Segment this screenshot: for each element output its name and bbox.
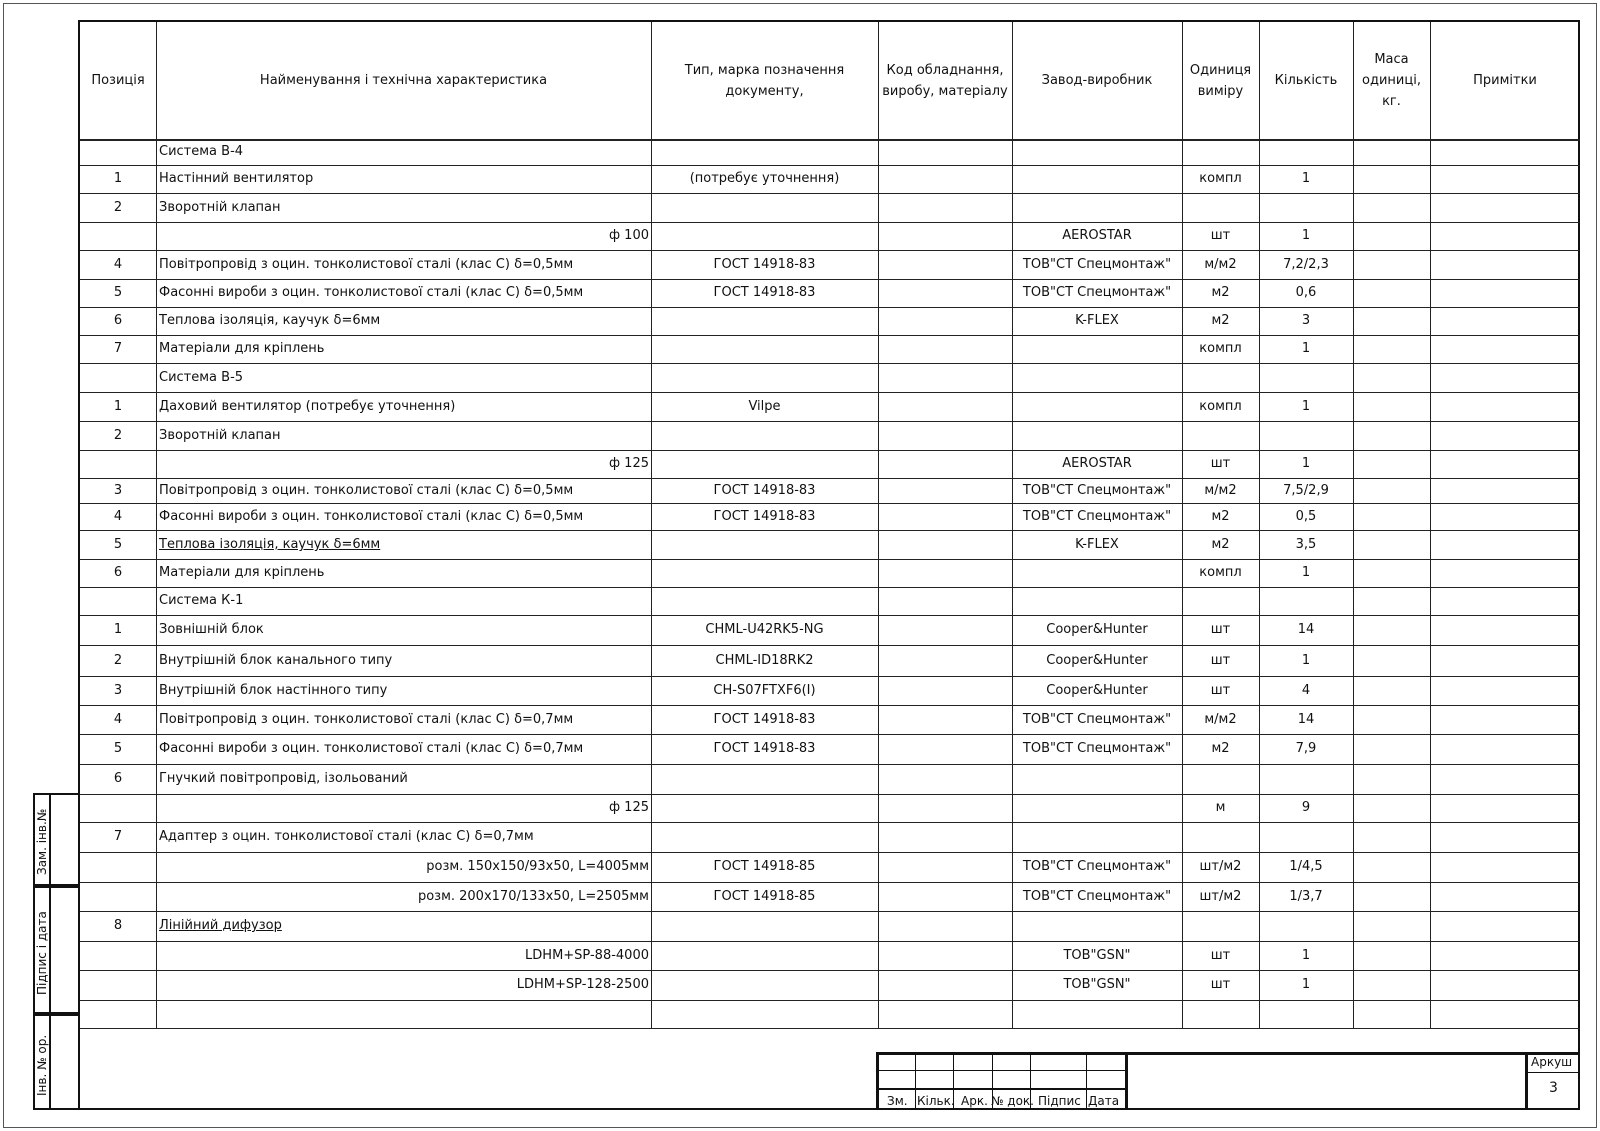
tb-zm: Зм. [887, 1094, 908, 1108]
cell-name: Зворотній клапан [159, 428, 281, 443]
cell-qty: 14 [1297, 622, 1315, 637]
cell-qty: 1 [1301, 171, 1311, 186]
cell-name: Гнучкий повітропровід, ізольований [159, 771, 408, 786]
cell-qty: 1 [1301, 228, 1311, 243]
column-divider [878, 22, 879, 1028]
cell-unit: м2 [1211, 285, 1230, 300]
cell-name: ф 100 [608, 228, 649, 243]
cell-name: Фасонні вироби з оцин. тонколистової сталі (клас С) δ=0,7мм [159, 741, 584, 756]
cell-unit: компл [1199, 341, 1242, 356]
cell-pos: 3 [113, 483, 123, 498]
cell-type: (потребує уточнення) [689, 171, 840, 186]
cell-unit: м2 [1211, 509, 1230, 524]
cell-unit: компл [1199, 171, 1242, 186]
cell-pos: 2 [113, 653, 123, 668]
header-type: Тип, марка позначення документу, [684, 62, 845, 99]
cell-name: Повітропровід з оцин. тонколистової сталі (клас С) δ=0,7мм [159, 712, 574, 727]
specification-frame [78, 20, 1580, 1110]
cell-qty: 1 [1301, 977, 1311, 992]
cell-type: ГОСТ 14918-83 [713, 712, 816, 727]
cell-unit: шт [1210, 948, 1231, 963]
cell-name: Матеріали для кріплень [159, 341, 325, 356]
header-code: Код обладнання, виробу, матеріалу [882, 62, 1008, 99]
cell-pos: 4 [113, 257, 123, 272]
cell-maker: K-FLEX [1075, 313, 1119, 328]
header-note: Примітки [1473, 73, 1537, 88]
cell-name: Настінний вентилятор [159, 171, 314, 186]
tb-pidpys: Підпис [1038, 1094, 1081, 1108]
cell-qty: 1/3,7 [1289, 889, 1323, 904]
cell-qty: 1/4,5 [1289, 859, 1323, 874]
header-maker: Завод-виробник [1041, 73, 1153, 88]
cell-qty: 0,5 [1295, 509, 1317, 524]
cell-name: Внутрішній блок настінного типу [159, 683, 388, 698]
cell-qty: 3,5 [1295, 537, 1317, 552]
cell-pos: 4 [113, 509, 123, 524]
cell-maker: Cooper&Hunter [1046, 653, 1148, 668]
column-divider [1353, 22, 1354, 1028]
cell-maker: ТОВ"СТ Спецмонтаж" [1022, 859, 1172, 874]
cell-pos: 1 [113, 622, 123, 637]
cell-pos: 8 [113, 918, 123, 933]
cell-unit: м/м2 [1204, 483, 1237, 498]
cell-qty: 14 [1297, 712, 1315, 727]
cell-maker: Cooper&Hunter [1046, 683, 1148, 698]
side-label-signature-date: Підпис і дата [35, 911, 49, 995]
cell-maker: ТОВ"GSN" [1063, 977, 1131, 992]
cell-pos: 5 [113, 537, 123, 552]
cell-name: Адаптер з оцин. тонколистової сталі (клас С) δ=0,7мм [159, 829, 534, 844]
cell-pos: 3 [113, 683, 123, 698]
cell-qty: 1 [1301, 341, 1311, 356]
cell-maker: ТОВ"СТ Спецмонтаж" [1022, 257, 1172, 272]
cell-type: ГОСТ 14918-83 [713, 257, 816, 272]
cell-name: Повітропровід з оцин. тонколистової сталі (клас С) δ=0,5мм [159, 257, 574, 272]
cell-pos: 5 [113, 285, 123, 300]
cell-pos: 6 [113, 313, 123, 328]
cell-name: розм. 200х170/133х50, L=2505мм [417, 889, 649, 904]
cell-name: Зовнішній блок [159, 622, 264, 637]
cell-unit: м/м2 [1204, 712, 1237, 727]
cell-name: Повітропровід з оцин. тонколистової сталі (клас С) δ=0,5мм [159, 483, 574, 498]
header-unit: Одиниця виміру [1189, 62, 1252, 99]
cell-qty: 4 [1301, 683, 1311, 698]
side-label-inv-orig: Інв. № ор. [35, 1034, 49, 1096]
cell-type: ГОСТ 14918-83 [713, 483, 816, 498]
cell-name: Фасонні вироби з оцин. тонколистової сталі (клас С) δ=0,5мм [159, 509, 584, 524]
cell-pos: 2 [113, 428, 123, 443]
cell-maker: ТОВ"СТ Спецмонтаж" [1022, 483, 1172, 498]
cell-name: Фасонні вироби з оцин. тонколистової сталі (клас С) δ=0,5мм [159, 285, 584, 300]
cell-maker: ТОВ"СТ Спецмонтаж" [1022, 889, 1172, 904]
cell-unit: шт [1210, 653, 1231, 668]
cell-qty: 0,6 [1295, 285, 1317, 300]
cell-pos: 7 [113, 341, 123, 356]
cell-unit: шт [1210, 622, 1231, 637]
cell-qty: 1 [1301, 565, 1311, 580]
cell-pos: 2 [113, 200, 123, 215]
cell-maker: ТОВ"СТ Спецмонтаж" [1022, 712, 1172, 727]
tb-ark: Арк. [961, 1094, 988, 1108]
tb-ndok: № док. [991, 1094, 1034, 1108]
cell-unit: м/м2 [1204, 257, 1237, 272]
cell-name: ф 125 [608, 456, 649, 471]
cell-maker: K-FLEX [1075, 537, 1119, 552]
cell-pos: 1 [113, 171, 123, 186]
cell-qty: 7,5/2,9 [1283, 483, 1329, 498]
cell-type: ГОСТ 14918-83 [713, 741, 816, 756]
tb-arkush-number: 3 [1549, 1080, 1558, 1096]
cell-qty: 7,9 [1295, 741, 1317, 756]
cell-pos: 6 [113, 771, 123, 786]
cell-maker: ТОВ"СТ Спецмонтаж" [1022, 509, 1172, 524]
cell-type: ГОСТ 14918-83 [713, 509, 816, 524]
cell-maker: ТОВ"СТ Спецмонтаж" [1022, 285, 1172, 300]
cell-name: Теплова ізоляція, каучук δ=6мм [159, 537, 381, 552]
cell-unit: шт/м2 [1199, 859, 1242, 874]
cell-pos: 1 [113, 399, 123, 414]
cell-qty: 9 [1301, 800, 1311, 815]
tb-data: Дата [1088, 1094, 1120, 1108]
header-mass: Маса одиниці, кг. [1362, 52, 1421, 109]
cell-name: Система К-1 [159, 593, 244, 608]
cell-unit: м2 [1211, 537, 1230, 552]
cell-unit: м [1215, 800, 1226, 815]
cell-unit: шт [1210, 977, 1231, 992]
cell-unit: шт/м2 [1199, 889, 1242, 904]
cell-type: CHML-ID18RK2 [715, 653, 814, 668]
cell-name: Система В-5 [159, 370, 244, 385]
cell-maker: AEROSTAR [1062, 456, 1132, 471]
cell-name: LDHM+SP-128-2500 [516, 977, 649, 992]
cell-qty: 3 [1301, 313, 1311, 328]
cell-maker: AEROSTAR [1062, 228, 1132, 243]
cell-maker: ТОВ"GSN" [1063, 948, 1131, 963]
column-divider [1430, 22, 1431, 1028]
cell-pos: 5 [113, 741, 123, 756]
cell-unit: компл [1199, 399, 1242, 414]
cell-name: розм. 150х150/93х50, L=4005мм [426, 859, 649, 874]
cell-qty: 1 [1301, 399, 1311, 414]
header-name: Найменування і технічна характеристика [259, 73, 548, 88]
cell-qty: 1 [1301, 948, 1311, 963]
cell-type: CHML-U42RK5-NG [705, 622, 824, 637]
cell-type: Vilpe [748, 399, 781, 414]
cell-name: Теплова ізоляція, каучук δ=6мм [159, 313, 381, 328]
column-divider [1012, 22, 1013, 1028]
cell-pos: 7 [113, 829, 123, 844]
cell-type: ГОСТ 14918-83 [713, 285, 816, 300]
cell-name: Система В-4 [159, 144, 244, 159]
cell-unit: шт [1210, 228, 1231, 243]
cell-qty: 1 [1301, 456, 1311, 471]
tb-arkush-label: Аркуш [1531, 1055, 1573, 1069]
cell-pos: 6 [113, 565, 123, 580]
cell-qty: 1 [1301, 653, 1311, 668]
cell-type: ГОСТ 14918-85 [713, 889, 816, 904]
cell-name: Матеріали для кріплень [159, 565, 325, 580]
cell-pos: 4 [113, 712, 123, 727]
cell-name: Внутрішній блок канального типу [159, 653, 393, 668]
cell-name: Зворотній клапан [159, 200, 281, 215]
cell-name: Лінійний дифузор [159, 918, 282, 933]
header-qty: Кількість [1274, 73, 1338, 88]
cell-unit: м2 [1211, 313, 1230, 328]
cell-unit: компл [1199, 565, 1242, 580]
cell-type: CH-S07FTXF6(I) [713, 683, 816, 698]
cell-name: ф 125 [608, 800, 649, 815]
cell-type: ГОСТ 14918-85 [713, 859, 816, 874]
cell-unit: шт [1210, 456, 1231, 471]
header-pos: Позиція [91, 73, 145, 88]
cell-unit: м2 [1211, 741, 1230, 756]
tb-kilk: Кільк. [917, 1094, 955, 1108]
cell-maker: ТОВ"СТ Спецмонтаж" [1022, 741, 1172, 756]
cell-maker: Cooper&Hunter [1046, 622, 1148, 637]
cell-unit: шт [1210, 683, 1231, 698]
header-divider [80, 139, 1580, 141]
cell-name: Даховий вентилятор (потребує уточнення) [159, 399, 456, 414]
cell-name: LDHM+SP-88-4000 [525, 948, 649, 963]
side-label-zam-inv: Зам. інв.№ [35, 808, 49, 875]
cell-qty: 7,2/2,3 [1283, 257, 1329, 272]
